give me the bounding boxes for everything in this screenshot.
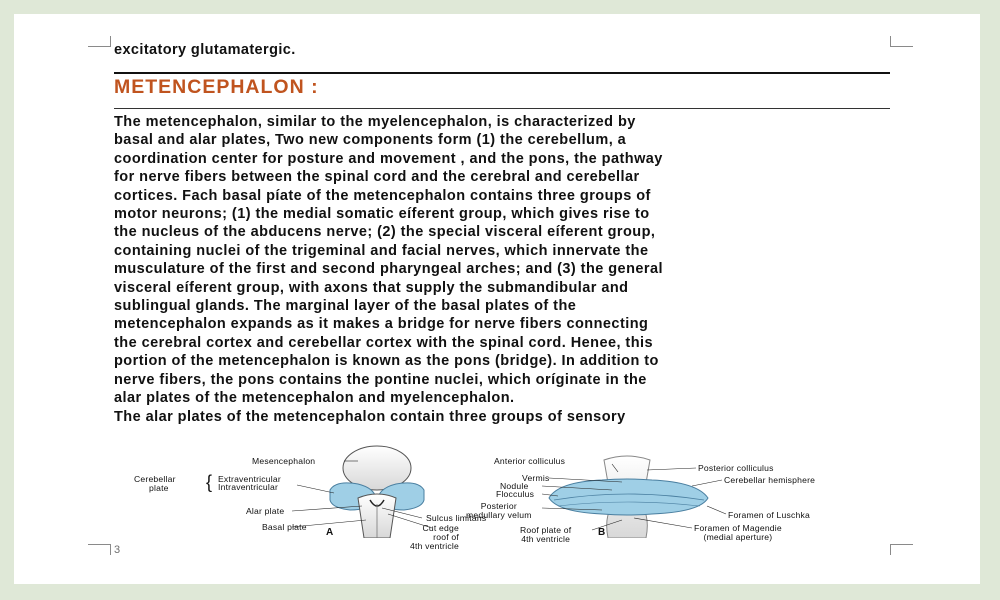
label-vermis: Vermis: [522, 473, 550, 483]
label-cut-edge: Cut edge roof of 4th ventricle: [410, 523, 459, 551]
document-page: [14, 14, 980, 584]
body-line: cortices. Fach basal píate of the metencephalon contains three groups of: [114, 187, 651, 204]
previous-paragraph-end: excitatory glutamatergic.: [114, 42, 296, 58]
page-number: 3: [114, 544, 121, 556]
body-line: for nerve fibers between the spinal cord and the cerebral and cerebellar: [114, 169, 640, 186]
body-line: alar plates of the metencephalon and myelencephalon.: [114, 390, 515, 407]
label-extraventricular: Extraventricular: [218, 474, 281, 484]
body-line: visceral eíferent group, with axons that supply the submandibular and: [114, 279, 629, 296]
label-nodule: Nodule: [500, 481, 529, 491]
body-line: nerve fibers, the pons contains the pontine nuclei, which oríginate in the: [114, 371, 647, 388]
section-heading: METENCEPHALON :: [114, 76, 319, 98]
label-mesencephalon: Mesencephalon: [252, 456, 316, 466]
label-intraventricular: Intraventricular: [218, 482, 279, 492]
crop-mark-bottom-left: [88, 544, 111, 555]
body-line: coordination center for posture and movement , and the pons, the pathway: [114, 150, 663, 167]
body-paragraph: [114, 113, 904, 426]
body-line: The metencephalon, similar to the myelencephalon, is characterized by: [114, 114, 636, 130]
crop-mark-bottom-right: [890, 544, 913, 555]
crop-mark-top-right: [890, 36, 913, 47]
heading-rule-top: [114, 72, 890, 74]
label-foramen-magendie: Foramen of Magendie (medial aperture): [694, 523, 782, 542]
body-line: musculature of the first and second pharyngeal arches; and (3) the general: [114, 261, 663, 278]
label-foramen-luschka: Foramen of Luschka: [728, 510, 810, 520]
panel-b-letter: B: [598, 527, 606, 538]
heading-rule-bottom: [114, 108, 890, 109]
body-line: motor neurons; (1) the medial somatic eíferent group, which gives rise to: [114, 206, 650, 223]
brace-symbol: {: [206, 472, 213, 492]
body-line: sublingual glands. The marginal layer of the basal plates of the: [114, 298, 577, 315]
brain-figure: [122, 438, 862, 551]
body-line: The alar plates of the metencephalon contain three groups of sensory: [114, 408, 626, 425]
label-basal-plate: Basal plate: [262, 522, 307, 532]
label-cerebellar-hemisphere: Cerebellar hemisphere: [724, 475, 816, 485]
body-line: containing nuclei of the trigeminal and facial nerves, which innervate the: [114, 242, 649, 259]
body-line: the nucleus of the abducens nerve; (2) the special visceral eíferent group,: [114, 224, 656, 241]
body-line: metencephalon expands as it makes a bridge for nerve fibers connecting: [114, 316, 649, 333]
body-line: the cerebral cortex and cerebellar cortex with the spinal cord. Henee, this: [114, 334, 654, 351]
body-line: portion of the metencephalon is known as the pons (bridge). In addition to: [114, 353, 659, 370]
label-posterior-medullary-velum: Posterior medullary velum: [466, 501, 532, 520]
label-roof-plate: Roof plate of 4th ventricle: [520, 525, 572, 544]
panel-a-letter: A: [326, 527, 334, 538]
label-alar-plate: Alar plate: [246, 506, 285, 516]
crop-mark-top-left: [88, 36, 111, 47]
label-anterior-colliculus: Anterior colliculus: [494, 456, 566, 466]
label-cerebellar-plate: Cerebellar plate: [134, 474, 176, 493]
label-posterior-colliculus: Posterior colliculus: [698, 463, 774, 473]
label-sulcus-limitans: Sulcus limitans: [426, 513, 487, 523]
body-line: basal and alar plates, Two new components form (1) the cerebellum, a: [114, 132, 627, 149]
label-flocculus: Flocculus: [496, 489, 535, 499]
